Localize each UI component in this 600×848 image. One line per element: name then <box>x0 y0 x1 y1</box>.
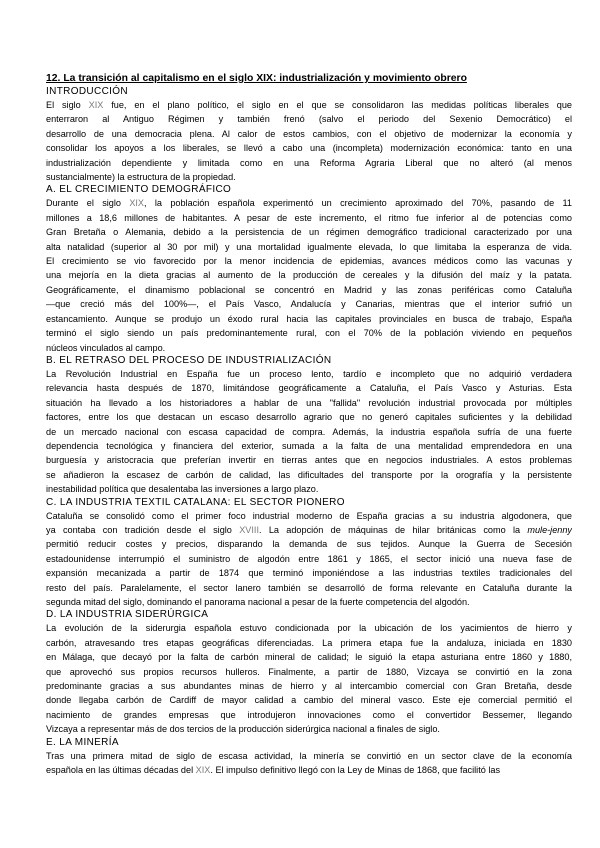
paragraph-line: El siglo XIX fue, en el plano político, el siglo en el que se consolidaron las medidas políticas liberales que <box>46 100 572 110</box>
section-heading-e-la-mineria: E. LA MINERÍA <box>46 736 119 748</box>
paragraph-line: Cataluña se consolidó como el primer foco industrial moderno de España gracias a su industria algodonera, que <box>46 510 572 521</box>
paragraph-line: alta natalidad (superior al 30 por mil) y una mortalidad igualmente elevada, lo que limitaba la esperanza de vida. <box>46 241 572 252</box>
paragraph-line: relevancia hasta después de 1870, limitándose geográficamente a Cataluña, el País Vasco y Asturias. Esta <box>46 383 572 394</box>
paragraph-line: segunda mitad del siglo, dominando el panorama nacional a pesar de la fuerte competencia del algodón. <box>46 597 470 607</box>
paragraph-line: terminó el siglo siendo un país predominantemente rural, con el 70% de la población viviendo en pequeños <box>46 328 572 339</box>
paragraph <box>46 98 572 184</box>
paragraph-line: industrialización dependiente y limitada como en una Reforma Agraria Liberal que no alteró (al menos <box>46 157 572 168</box>
paragraph <box>46 509 572 610</box>
paragraph-line: núcleos vinculados al campo. <box>46 342 166 353</box>
document-body <box>46 86 572 777</box>
section-heading-c-la-industria-textil-catalana-el-sector-pionero: C. LA INDUSTRIA TEXTIL CATALANA: EL SECTOR PIONERO <box>46 496 345 508</box>
paragraph-line: resto del país. Paralelamente, el sector lanero también se desarrolló de forma relevante en Cataluña durante la <box>46 582 572 593</box>
paragraph-line: en Málaga, que decayó por la falta de carbón mineral de calidad; le siguió la etapa asturiana entre 1860 y 1880, <box>46 652 572 663</box>
paragraph-line: —que creció más del 100%—, el País Vasco, Andalucía y Canarias, mientras que el interior sufrió un <box>46 299 572 310</box>
paragraph-line: Tras una primera mitad de siglo de escasa actividad, la minería se convirtió en un sector clave de la economía <box>46 750 572 761</box>
section-heading-a-el-crecimiento-demografico: A. EL CRECIMIENTO DEMOGRÁFICO <box>46 184 232 196</box>
paragraph <box>46 367 572 497</box>
paragraph-line: factores, entre los que destacan un escaso desarrollo agrario que no generó capitales suficientes y la debilidad <box>46 412 572 423</box>
paragraph-line: desarrollo de una democracia plena. Al calor de estos cambios, con el objetivo de modernizar la economía y <box>46 128 572 139</box>
paragraph-line: sustancialmente) la estructura de la propiedad. <box>46 172 236 183</box>
paragraph-line: carbón, atravesando tres etapas geográficas diferenciadas. La primera etapa fue la andaluza, iniciada en 1830 <box>46 637 572 648</box>
paragraph-line: La evolución de la siderurgia española estuvo condicionada por la ubicación de los yacimientos de hierro y <box>46 623 572 634</box>
paragraph-line: permitió reducir costes y precios, disparando la demanda de sus tejidos. Aunque la Guerra de Secesión <box>46 539 572 550</box>
paragraph-line: burguesía y aristocracia que preferían invertir en tierras antes que en negocios industriales. A estos problemas <box>46 455 572 466</box>
paragraph-line: Vizcaya a representar más de dos tercios de la producción siderúrgica nacional a finales de siglo. <box>46 724 440 735</box>
paragraph-line: donde llegaba carbón de Cardiff de mayor calidad a cambio del mineral vasco. Este eje comercial permitió el <box>46 695 572 706</box>
paragraph-line: una mejoría en la dieta gracias al aumento de la producción de cereales y la difusión del maíz y la patata. <box>46 270 572 281</box>
section-heading-introduccion: INTRODUCCIÓN <box>46 86 128 97</box>
paragraph <box>46 196 572 354</box>
paragraph-line: estancamiento. Aunque se produjo un éxodo rural hacia las capitales provinciales en busca de trabajo, España <box>46 313 572 324</box>
paragraph-line: Gran Bretaña o Alemania, debido a la persistencia de un régimen demográfico tradicional caracterizado por una <box>46 227 572 238</box>
paragraph-line: estadounidense interrumpió el suministro de algodón entre 1861 y 1865, el sector inició una nueva fase de <box>46 553 572 564</box>
section-heading-d-la-industria-siderurgica: D. LA INDUSTRIA SIDERÚRGICA <box>46 609 209 621</box>
document-page <box>46 72 572 777</box>
section-heading-b-el-retraso-del-proceso-de-industrializacion: B. EL RETRASO DEL PROCESO DE INDUSTRIALIZACIÓN <box>46 354 332 366</box>
paragraph-line: inestabilidad política que desalentaba las inversiones a largo plazo. <box>46 484 319 495</box>
paragraph-line: dependencia tecnológica y financiera del exterior, sumada a la falta de una mentalidad emprendedora en una <box>46 440 572 451</box>
paragraph-line: Durante el siglo XIX, la población española experimentó un crecimiento aproximado del 70%, pasando de 11 <box>46 198 572 209</box>
paragraph-line: Geográficamente, el dinamismo poblacional se concentró en Madrid y las zonas periféricas como Cataluña <box>46 284 572 295</box>
paragraph-line: de un mercado nacional con escasa capacidad de compra. Además, la industria española sufría de una fuerte <box>46 426 572 437</box>
paragraph-line: El crecimiento se vio favorecido por la menor incidencia de epidemias, avances médicos como las vacunas y <box>46 256 572 267</box>
paragraph-line: La Revolución Industrial en España fue un proceso lento, tardío e incompleto que no adquirió verdadera <box>46 368 572 379</box>
paragraph <box>46 749 572 778</box>
paragraph-line: nacimiento de grandes empresas que introdujeron innovaciones como el convertidor Bessemer, llegando <box>46 709 572 720</box>
paragraph-line: expansión mecanizada a partir de 1874 que terminó imponiéndose a las industrias textiles tradicionales del <box>46 568 572 579</box>
paragraph-line: predominante gracias a sus abundantes minas de hierro y al intercambio comercial con Gran Bretaña, desde <box>46 681 572 692</box>
paragraph-line: que aprovechó sus propios recursos hulleros. Finalmente, a partir de 1880, Vizcaya se convirtió en la zona <box>46 666 572 677</box>
paragraph-line: situación ha llevado a los historiadores a hablar de una "fallida" revolución industrial provocada por múltiples <box>46 397 572 408</box>
paragraph-line: enterraron al Antiguo Régimen y también frenó (salvo el periodo del Sexenio Democrático) el <box>46 114 572 125</box>
paragraph-line: española en las últimas décadas del XIX. El impulso definitivo llegó con la Ley de Minas de 1868, que facilitó las <box>46 765 501 776</box>
paragraph-line: millones a 18,6 millones de habitantes. A pesar de este incremento, el ritmo fue inferior al de potencias como <box>46 212 572 223</box>
document-title: 12. La transición al capitalismo en el siglo XIX: industrialización y movimiento obrero <box>46 73 467 84</box>
paragraph-line: se añadieron la escasez de carbón de calidad, las dificultades del transporte por la orografía y la persistente <box>46 469 572 480</box>
paragraph <box>46 621 572 736</box>
paragraph-line: consolidar los apoyos a los liberales, se llevó a cabo una (incompleta) modernización económica: tanto en una <box>46 143 572 154</box>
paragraph-line: ya contaba con tradición desde el siglo XVIII. La adopción de máquinas de hilar británicas como la mule-jenny <box>46 524 572 535</box>
